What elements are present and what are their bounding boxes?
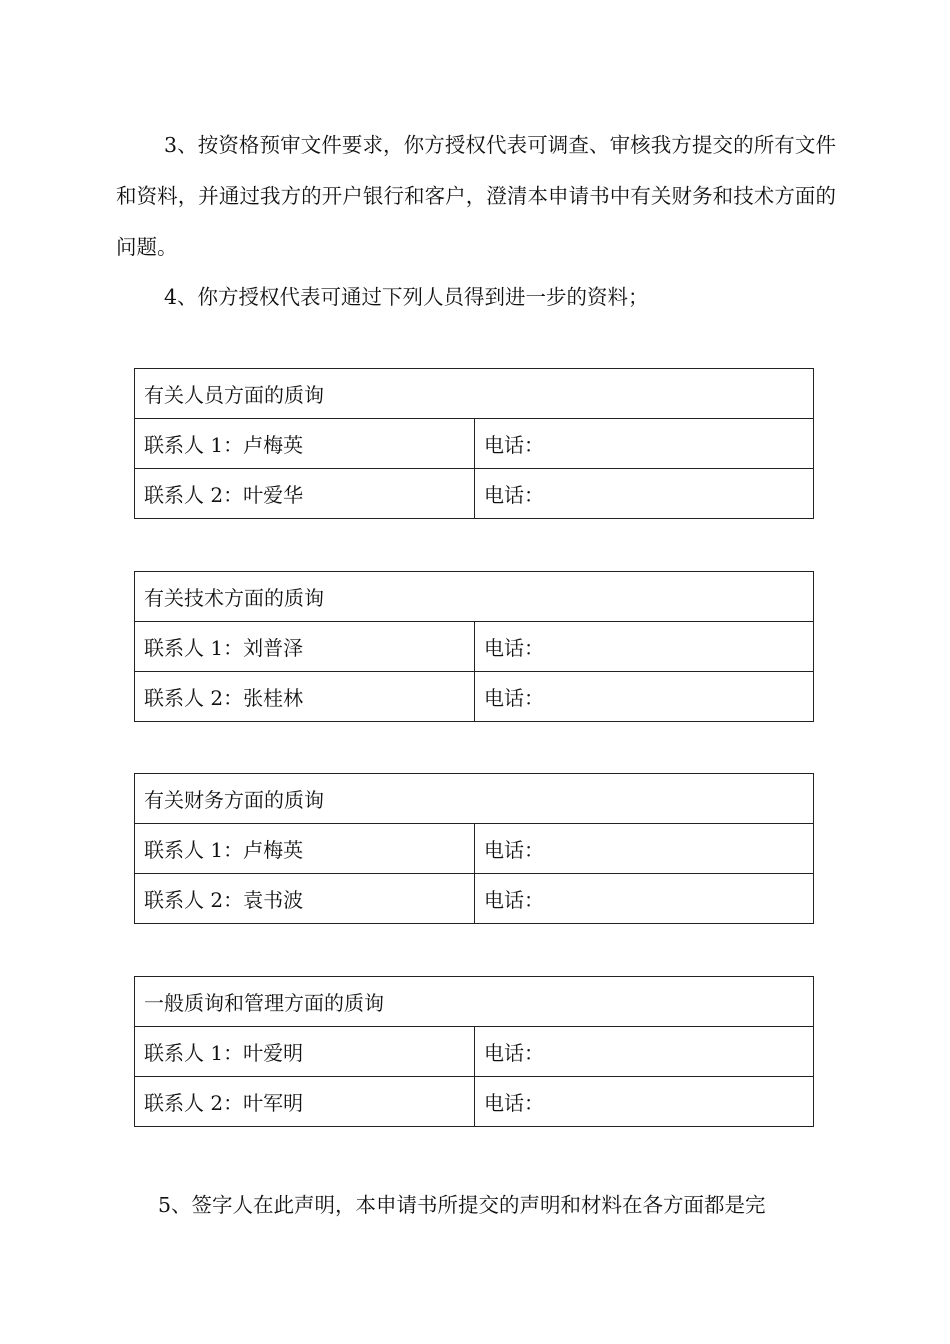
contact-cell: 联系人 1：卢梅英: [135, 419, 475, 469]
table-row: [135, 874, 814, 924]
table-row: [135, 824, 814, 874]
table-header-row: [135, 774, 814, 824]
phone-cell: 电话：: [475, 419, 814, 469]
table-row: [135, 672, 814, 722]
inquiry-table-personnel: [134, 368, 814, 519]
contact-cell: 联系人 1：卢梅英: [135, 824, 475, 874]
contact-cell: 联系人 1：叶爱明: [135, 1027, 475, 1077]
paragraph-4: 4、你方授权代表可通过下列人员得到进一步的资料；: [164, 285, 649, 309]
table-header-row: [135, 977, 814, 1027]
table-title: 有关人员方面的质询: [135, 369, 814, 419]
paragraph-5: 5、签字人在此声明，本申请书所提交的声明和材料在各方面都是完: [158, 1193, 766, 1217]
contact-cell: 联系人 2：叶军明: [135, 1077, 475, 1127]
contact-cell: 联系人 1：刘普泽: [135, 622, 475, 672]
table-row: [135, 1027, 814, 1077]
table-row: [135, 419, 814, 469]
inquiry-table-general: [134, 976, 814, 1127]
table-title: 有关技术方面的质询: [135, 572, 814, 622]
inquiry-table-technical: [134, 571, 814, 722]
contact-cell: 联系人 2：叶爱华: [135, 469, 475, 519]
phone-cell: 电话：: [475, 622, 814, 672]
table-header-row: [135, 369, 814, 419]
phone-cell: 电话：: [475, 672, 814, 722]
phone-cell: 电话：: [475, 469, 814, 519]
paragraph-3: 3、按资格预审文件要求，你方授权代表可调查、审核我方提交的所有文件和资料，并通过我方的开户银行和客户，澄清本申请书中有关财务和技术方面的问题。: [116, 133, 836, 259]
contact-cell: 联系人 2：袁书波: [135, 874, 475, 924]
phone-cell: 电话：: [475, 874, 814, 924]
inquiry-table-financial: [134, 773, 814, 924]
table-row: [135, 469, 814, 519]
table-title: 有关财务方面的质询: [135, 774, 814, 824]
phone-cell: 电话：: [475, 824, 814, 874]
table-title: 一般质询和管理方面的质询: [135, 977, 814, 1027]
table-header-row: [135, 572, 814, 622]
contact-cell: 联系人 2：张桂林: [135, 672, 475, 722]
phone-cell: 电话：: [475, 1077, 814, 1127]
phone-cell: 电话：: [475, 1027, 814, 1077]
table-row: [135, 622, 814, 672]
table-row: [135, 1077, 814, 1127]
